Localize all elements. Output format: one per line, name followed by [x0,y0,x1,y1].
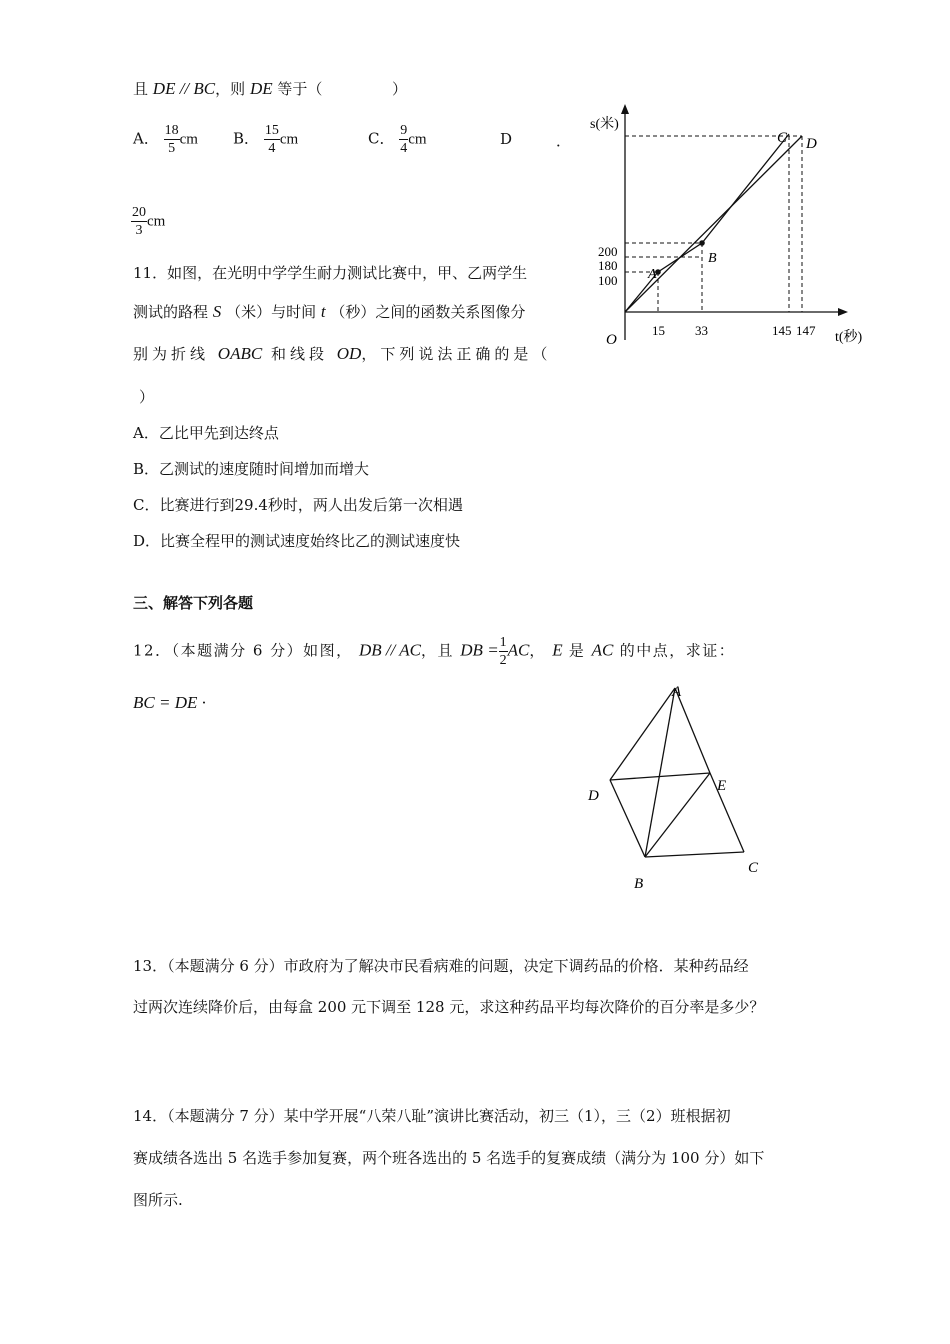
point-b-label: B [708,251,717,266]
origin-label: O [606,332,617,348]
x-axis-arrow [838,308,848,316]
segment-od [625,136,802,312]
point-a-label: A [648,267,657,282]
point-d-label: D [806,136,817,152]
segment-ec [710,773,744,852]
segment-bc [645,852,744,857]
q13-line2: 过两次连续降价后，由每盒 200 元下调至 128 元，求这种药品平均每次降价的百分率是多少？ [133,998,765,1016]
x-tick-15: 15 [652,323,665,338]
y-axis-label: s(米) [590,117,619,132]
x-tick-33: 33 [695,323,708,338]
q10-stem: 且 DE // BC，则 DE 等于（ [133,79,323,98]
segment-ad [610,688,675,780]
y-axis-arrow [621,104,629,114]
q10-option-d-value: $\frac{20}{3}$ cm [132,205,166,238]
y-tick-180: 180 [598,258,618,273]
polyline-oabc [625,134,789,312]
section-heading: 三、解答下列各题 [133,594,254,612]
q11-option-d: D．比赛全程甲的测试速度始终比乙的测试速度快 [133,532,461,550]
vertex-d-label: D [588,788,599,804]
q11-line2: 测试的路程 S （米）与时间 t （秒）之间的函数关系图像分 [133,302,526,321]
de-parallel-bc: DE // BC [152,79,216,98]
point-b [699,240,705,246]
q13-line1: 13．（本题满分 6 分）市政府为了解决市民看病难的问题，决定下调药品的价格．某种药品经 [133,957,749,975]
y-tick-200: 200 [598,244,618,259]
vertex-e-label: E [717,778,727,794]
fraction: $\frac{9}{4}$ [400,123,408,156]
q10-option-a: A． $\frac{18}{5}$ cm [133,123,198,156]
q11-line1: 11．如图，在光明中学学生耐力测试比赛中，甲、乙两学生 [133,264,528,282]
q10-option-b: B． $\frac{15}{4}$ cm [233,123,299,156]
q11-line4: ） [139,388,155,406]
x-axis-label: t(秒) [835,330,863,345]
x-tick-147: 147 [796,323,816,338]
point-c-label: C [777,130,788,146]
geometry-figure [580,680,770,900]
vertex-c-label: C [748,860,759,876]
q10-option-d-dot: ． [556,132,572,150]
fraction-half: $\frac{1}{2}$ [499,635,507,668]
q12-line1: 12．（本题满分 6 分）如图， DB // AC，且 DB = $\frac{1}{2}$ AC， E 是 AC 的中点，求证： [133,635,736,668]
q10-option-c: C． $\frac{9}{4}$ cm [368,123,427,156]
segment-be [645,773,710,857]
vertex-b-label: B [634,876,644,892]
q11-line3: 别为折线 OABC 和线段 OD，下列说法正确的是（ [133,344,552,363]
segment-db [610,780,645,857]
q11-option-b: B．乙测试的速度随时间增加而增大 [133,460,370,478]
q12-line2: BC = DE · [133,693,206,712]
q14-line1: 14．（本题满分 7 分）某中学开展“八荣八耻”演讲比赛活动，初三（1），三（2）班根据初 [133,1107,731,1125]
fraction: $\frac{20}{3}$ [132,205,146,238]
distance-time-graph [580,100,880,360]
x-tick-145: 145 [772,323,792,338]
de-symbol: DE [249,79,273,98]
q14-line2: 赛成绩各选出 5 名选手参加复赛，两个班各选出的 5 名选手的复赛成绩（满分为 100 分）如下 [133,1149,765,1167]
q10-paren-close: ） [392,80,408,98]
segment-ab [645,688,675,857]
q11-option-c: C．比赛进行到29.4秒时，两人出发后第一次相遇 [133,496,463,514]
q10-option-d-label: D [500,130,513,148]
q14-line3: 图所示. [133,1191,183,1209]
y-tick-100: 100 [598,273,618,288]
segment-ae [675,688,710,773]
fraction: $\frac{15}{4}$ [264,123,279,156]
vertex-a-label: A [672,684,682,700]
q11-option-a: A．乙比甲先到达终点 [133,424,279,442]
fraction: $\frac{18}{5}$ [164,123,179,156]
